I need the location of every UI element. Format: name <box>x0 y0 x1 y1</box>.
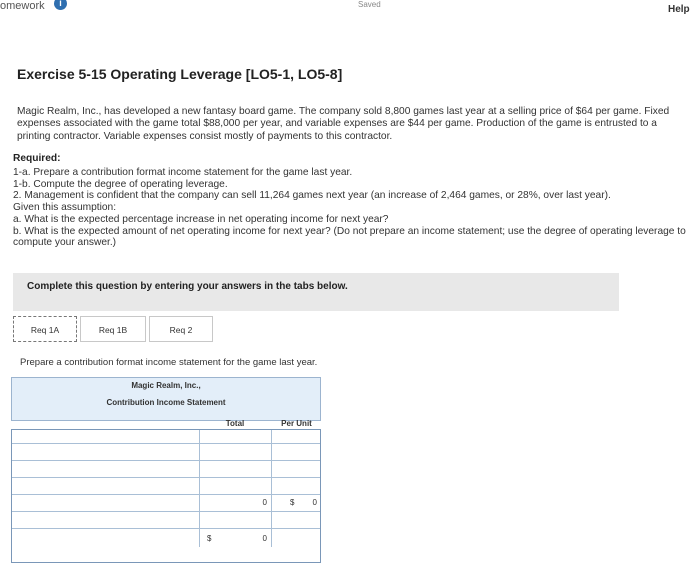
total-input[interactable] <box>199 461 272 477</box>
required-item: Given this assumption: <box>13 202 117 214</box>
required-list <box>13 167 689 249</box>
help-link[interactable]: Help <box>668 4 690 15</box>
total-input[interactable] <box>199 478 272 494</box>
assignment-title: omework <box>0 0 45 12</box>
final-total-value: 0 <box>262 534 267 543</box>
subtotal-row <box>11 495 321 512</box>
statement-grid <box>11 429 321 547</box>
statement-header <box>11 377 321 421</box>
subtotal-per-unit-value: 0 <box>312 498 317 507</box>
total-input[interactable] <box>199 444 272 460</box>
required-item: 1-b. Compute the degree of operating leverage. <box>13 178 228 190</box>
currency-symbol: $ <box>290 498 295 507</box>
column-header-total: Total <box>225 419 245 428</box>
total-input[interactable] <box>199 512 272 528</box>
per-unit-input[interactable] <box>272 478 321 494</box>
subtotal-total-cell <box>199 495 272 511</box>
final-total-cell <box>199 529 272 547</box>
label-input[interactable] <box>11 461 200 477</box>
required-item: 2. Management is confident that the company can sell 11,264 games next year (an increase of 2,464 games, or 28%, over last year). <box>13 190 611 202</box>
table-row <box>11 429 321 444</box>
income-statement <box>11 377 321 543</box>
table-row <box>11 478 321 495</box>
total-input[interactable] <box>199 429 272 443</box>
label-input[interactable] <box>11 429 200 443</box>
tab-req-2[interactable]: Req 2 <box>149 316 213 342</box>
table-row <box>11 461 321 478</box>
table-row <box>11 444 321 461</box>
required-item: 1-a. Prepare a contribution format income statement for the game last year. <box>13 167 353 178</box>
saved-status: Saved <box>358 0 381 9</box>
per-unit-input[interactable] <box>272 429 321 443</box>
statement-title: Contribution Income Statement <box>106 398 226 407</box>
company-name: Magic Realm, Inc., <box>131 381 201 390</box>
final-row <box>11 529 321 547</box>
top-bar <box>0 0 700 22</box>
required-heading: Required: <box>13 153 61 164</box>
per-unit-input[interactable] <box>272 444 321 460</box>
label-input[interactable] <box>11 529 200 547</box>
required-item: a. What is the expected percentage increase in net operating income for next year? <box>13 213 389 225</box>
instructions-text: Complete this question by entering your answers in the tabs below. <box>27 281 348 292</box>
subtotal-per-unit-cell <box>272 495 321 511</box>
subtotal-total-value: 0 <box>262 498 267 507</box>
currency-symbol: $ <box>207 534 212 543</box>
tab-prompt: Prepare a contribution format income statement for the game last year. <box>20 357 318 368</box>
table-row <box>11 512 321 529</box>
tab-req-1a[interactable]: Req 1A <box>13 316 77 342</box>
tab-req-1b[interactable]: Req 1B <box>80 316 146 342</box>
instructions-banner <box>13 273 619 311</box>
info-icon[interactable]: i <box>54 0 67 10</box>
column-header-per-unit: Per Unit <box>281 419 312 428</box>
per-unit-input[interactable] <box>272 461 321 477</box>
required-item: b. What is the expected amount of net operating income for next year? (Do not prepare an income statement; use the degree of operating leverage to compute your answer.) <box>13 225 686 249</box>
per-unit-input[interactable] <box>272 529 321 547</box>
exercise-title: Exercise 5-15 Operating Leverage [LO5-1, LO5-8] <box>17 66 343 82</box>
label-input[interactable] <box>11 495 200 511</box>
label-input[interactable] <box>11 512 200 528</box>
label-input[interactable] <box>11 444 200 460</box>
per-unit-input[interactable] <box>272 512 321 528</box>
exercise-description: Magic Realm, Inc., has developed a new fantasy board game. The company sold 8,800 games last year at a selling price of $64 per game. Fixed expenses associated with the game total $88,000 per year, and variable expenses are $44 per game. Production of the game is entrusted to a printing contractor. Variable expenses consist mostly of payments to this contractor. <box>17 106 670 142</box>
label-input[interactable] <box>11 478 200 494</box>
